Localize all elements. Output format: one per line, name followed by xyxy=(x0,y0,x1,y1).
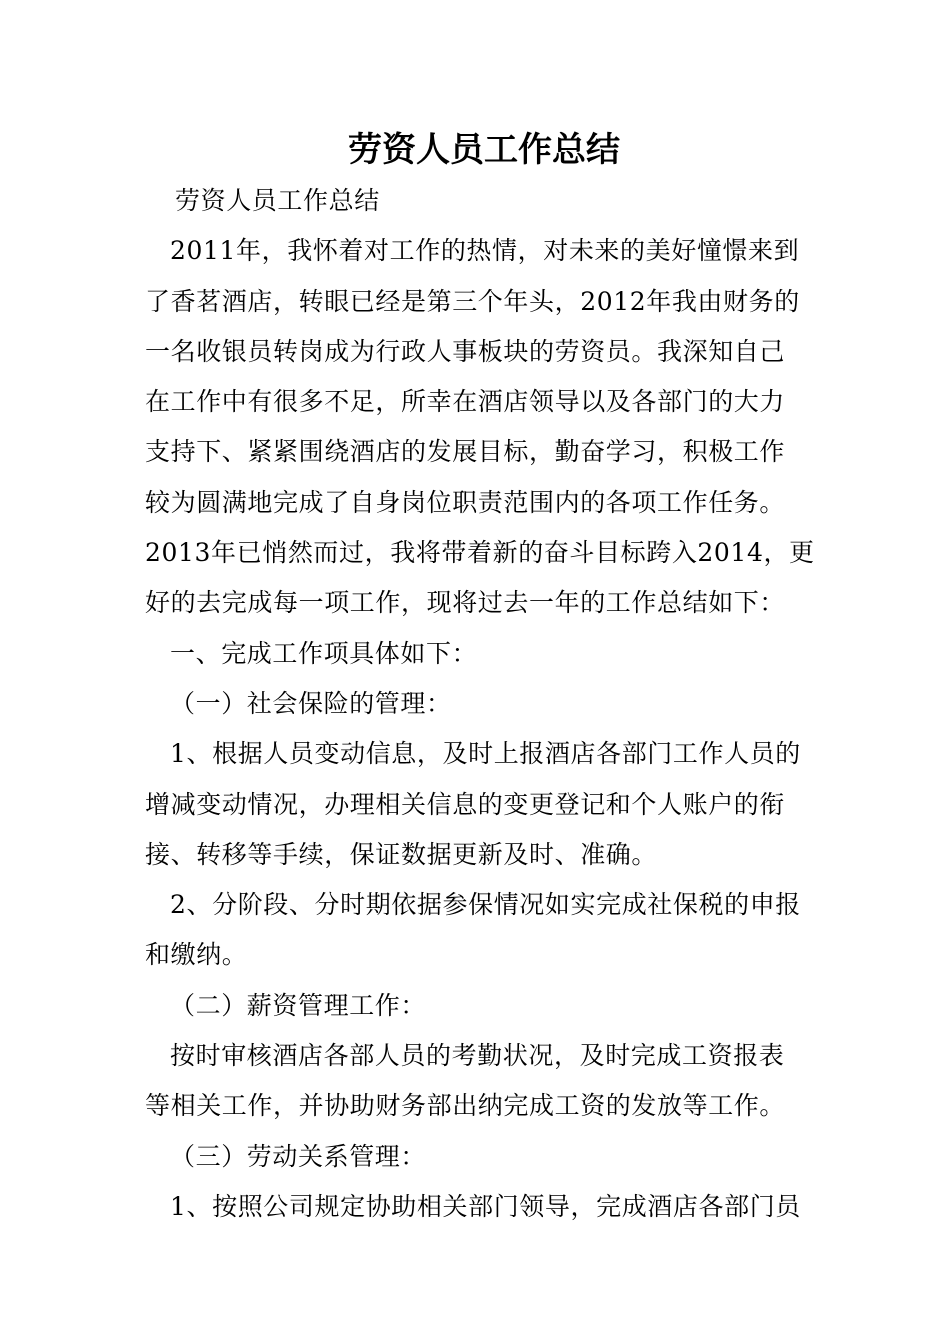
subtitle-line: 劳资人员工作总结 xyxy=(175,186,380,215)
paragraph-line: 1、按照公司规定协助相关部门领导，完成酒店各部门员 xyxy=(170,1191,801,1221)
paragraph-line: 和缴纳。 xyxy=(145,940,248,970)
paragraph-line: 在工作中有很多不足，所幸在酒店领导以及各部门的大力 xyxy=(145,387,786,417)
document-title: 劳资人员工作总结 xyxy=(348,130,620,170)
paragraph-line: 2011年，我怀着对工作的热情，对未来的美好憧憬来到 xyxy=(170,236,800,266)
paragraph-line: 支持下、紧紧围绕酒店的发展目标，勤奋学习，积极工作 xyxy=(145,437,786,467)
paragraph-line: 2013年已悄然而过，我将带着新的奋斗目标跨入2014，更 xyxy=(145,538,815,568)
paragraph-line: 等相关工作，并协助财务部出纳完成工资的发放等工作。 xyxy=(145,1091,786,1121)
document-body xyxy=(145,176,825,1232)
paragraph-line: 增减变动情况，办理相关信息的变更登记和个人账户的衔 xyxy=(145,789,786,819)
subsection-heading: （一）社会保险的管理： xyxy=(170,688,452,718)
section-heading: 一、完成工作项具体如下： xyxy=(170,638,478,668)
paragraph-line: 按时审核酒店各部人员的考勤状况，及时完成工资报表 xyxy=(170,1041,785,1071)
paragraph-line: 2、分阶段、分时期依据参保情况如实完成社保税的申报 xyxy=(170,890,801,920)
paragraph-line: 较为圆满地完成了自身岗位职责范围内的各项工作任务。 xyxy=(145,487,786,517)
subsection-heading: （三）劳动关系管理： xyxy=(170,1141,427,1171)
paragraph-line: 接、转移等手续，保证数据更新及时、准确。 xyxy=(145,839,658,869)
paragraph-line: 了香茗酒店，转眼已经是第三个年头，2012年我由财务的 xyxy=(145,286,800,316)
paragraph-line: 好的去完成每一项工作，现将过去一年的工作总结如下： xyxy=(145,588,786,618)
subsection-heading: （二）薪资管理工作： xyxy=(170,990,427,1020)
paragraph-line: 一名收银员转岗成为行政人事板块的劳资员。我深知自己 xyxy=(145,336,786,366)
paragraph-line: 1、根据人员变动信息，及时上报酒店各部门工作人员的 xyxy=(170,739,801,769)
